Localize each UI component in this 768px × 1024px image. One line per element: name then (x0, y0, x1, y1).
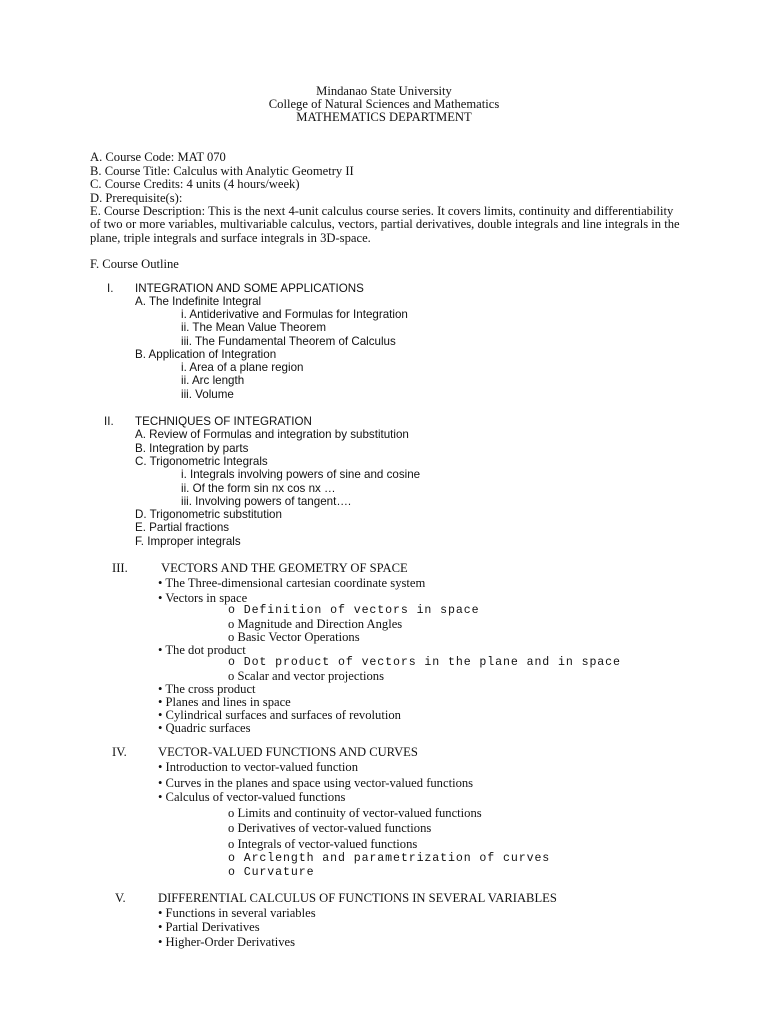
bullet-item: • Planes and lines in space (158, 695, 291, 709)
sub-bullet-item: o Scalar and vector projections (228, 669, 384, 683)
bullet-item: • The Three-dimensional cartesian coordinate system (158, 576, 426, 590)
section-number: V. (115, 891, 126, 905)
outline-subitem: i. Antiderivative and Formulas for Integration (181, 308, 408, 321)
bullet-item: • The cross product (158, 682, 256, 696)
outline-item: D. Trigonometric substitution (135, 508, 282, 521)
course-credits: C. Course Credits: 4 units (4 hours/week) (90, 177, 300, 191)
section-number: III. (112, 561, 128, 575)
course-title: B. Course Title: Calculus with Analytic Geometry II (90, 164, 354, 178)
university-name: Mindanao State University (316, 84, 452, 98)
course-prerequisites: D. Prerequisite(s): (90, 191, 183, 205)
outline-item: B. Integration by parts (135, 442, 249, 455)
outline-subitem: ii. The Mean Value Theorem (181, 321, 327, 334)
outline-item: A. The Indefinite Integral (135, 295, 262, 308)
outline-subitem: ii. Arc length (181, 374, 245, 387)
outline-item: E. Partial fractions (135, 521, 230, 534)
sub-bullet-item: o Arclength and parametrization of curves (228, 852, 551, 865)
section-number: I. (107, 282, 114, 295)
sub-bullet-item: o Curvature (228, 866, 315, 879)
section-number: IV. (112, 745, 127, 759)
outline-item: A. Review of Formulas and integration by substitution (135, 428, 409, 441)
course-code: A. Course Code: MAT 070 (90, 150, 226, 164)
outline-subitem: i. Integrals involving powers of sine and cosine (181, 468, 421, 481)
section-title: TECHNIQUES OF INTEGRATION (135, 415, 312, 428)
section-title: INTEGRATION AND SOME APPLICATIONS (135, 282, 364, 295)
bullet-item: • Introduction to vector-valued function (158, 760, 358, 774)
outline-item: F. Improper integrals (135, 535, 241, 548)
sub-bullet-item: o Derivatives of vector-valued functions (228, 821, 432, 835)
sub-bullet-item: o Basic Vector Operations (228, 630, 360, 644)
outline-subitem: i. Area of a plane region (181, 361, 304, 374)
bullet-item: • Curves in the planes and space using vector-valued functions (158, 776, 474, 790)
course-outline-heading: F. Course Outline (90, 257, 179, 271)
department-name: MATHEMATICS DEPARTMENT (296, 110, 472, 124)
outline-subitem: iii. The Fundamental Theorem of Calculus (181, 335, 396, 348)
course-description: E. Course Description: This is the next 4-unit calculus course series. It covers limits, continuity and differentiability of two or more variables, multivariable calculus, vectors, partial derivatives, double integrals and line integrals in the plane, triple integrals and surface integrals in 3D-space. (90, 204, 680, 245)
bullet-item: • Cylindrical surfaces and surfaces of revolution (158, 708, 401, 722)
bullet-item: • The dot product (158, 643, 246, 657)
outline-subitem: ii. Of the form sin nx cos nx … (181, 482, 336, 495)
section-title: DIFFERENTIAL CALCULUS OF FUNCTIONS IN SEVERAL VARIABLES (158, 891, 557, 905)
sub-bullet-item: o Dot product of vectors in the plane and in space (228, 656, 621, 669)
bullet-item: • Quadric surfaces (158, 721, 251, 735)
sub-bullet-item: o Definition of vectors in space (228, 604, 480, 617)
section-title: VECTORS AND THE GEOMETRY OF SPACE (161, 561, 408, 575)
sub-bullet-item: o Integrals of vector-valued functions (228, 837, 418, 851)
sub-bullet-item: o Magnitude and Direction Angles (228, 617, 403, 631)
bullet-item: • Vectors in space (158, 591, 248, 605)
section-number: II. (104, 415, 114, 428)
college-name: College of Natural Sciences and Mathematics (268, 97, 500, 111)
section-title: VECTOR-VALUED FUNCTIONS AND CURVES (158, 745, 418, 759)
bullet-item: • Functions in several variables (158, 906, 316, 920)
bullet-item: • Calculus of vector-valued functions (158, 790, 346, 804)
bullet-item: • Partial Derivatives (158, 920, 260, 934)
outline-subitem: iii. Volume (181, 388, 234, 401)
outline-subitem: iii. Involving powers of tangent…. (181, 495, 352, 508)
outline-item: B. Application of Integration (135, 348, 277, 361)
outline-item: C. Trigonometric Integrals (135, 455, 268, 468)
sub-bullet-item: o Limits and continuity of vector-valued functions (228, 806, 482, 820)
bullet-item: • Higher-Order Derivatives (158, 935, 296, 949)
